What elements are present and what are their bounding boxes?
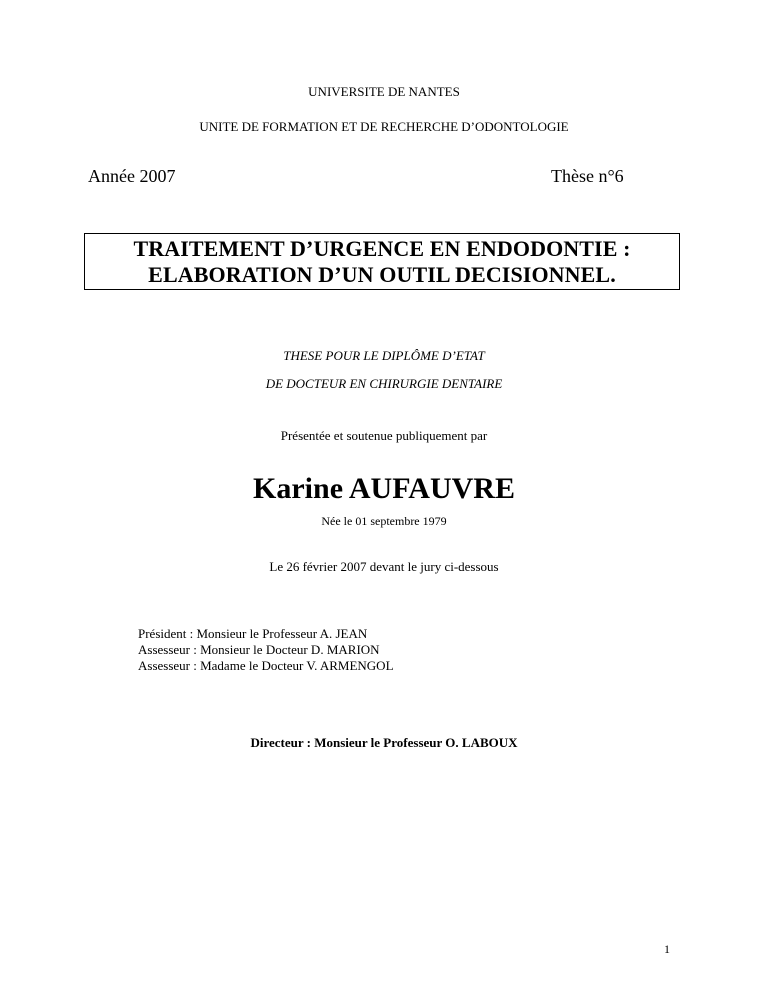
page-number: 1 [664,942,670,956]
thesis-title-line-1: TRAITEMENT D’URGENCE EN ENDODONTIE : [133,236,631,261]
jury-president: Président : Monsieur le Professeur A. JEAN [138,626,368,641]
research-unit: UNITE DE FORMATION ET DE RECHERCHE D’ODONTOLOGIE [199,119,569,134]
thesis-year: Année 2007 [88,166,176,186]
thesis-number: Thèse n°6 [551,166,624,186]
jury-list [138,626,394,674]
author-name: Karine AUFAUVRE [253,472,515,505]
university-name: UNIVERSITE DE NANTES [308,84,460,99]
author-birth-date: Née le 01 septembre 1979 [321,514,447,528]
jury-assessor-2: Assesseur : Madame le Docteur V. ARMENGOL [138,658,394,673]
presented-by: Présentée et soutenue publiquement par [280,428,488,443]
defense-date: Le 26 février 2007 devant le jury ci-dessous [269,559,499,574]
jury-assessor-1: Assesseur : Monsieur le Docteur D. MARION [138,642,380,657]
diploma-line-1: THESE POUR LE DIPLÔME D’ETAT [283,348,485,363]
thesis-title-line-2: ELABORATION D’UN OUTIL DECISIONNEL. [148,262,616,287]
thesis-director: Directeur : Monsieur le Professeur O. LABOUX [250,735,518,750]
diploma-line-2: DE DOCTEUR EN CHIRURGIE DENTAIRE [265,376,503,391]
thesis-title-box [84,233,680,290]
